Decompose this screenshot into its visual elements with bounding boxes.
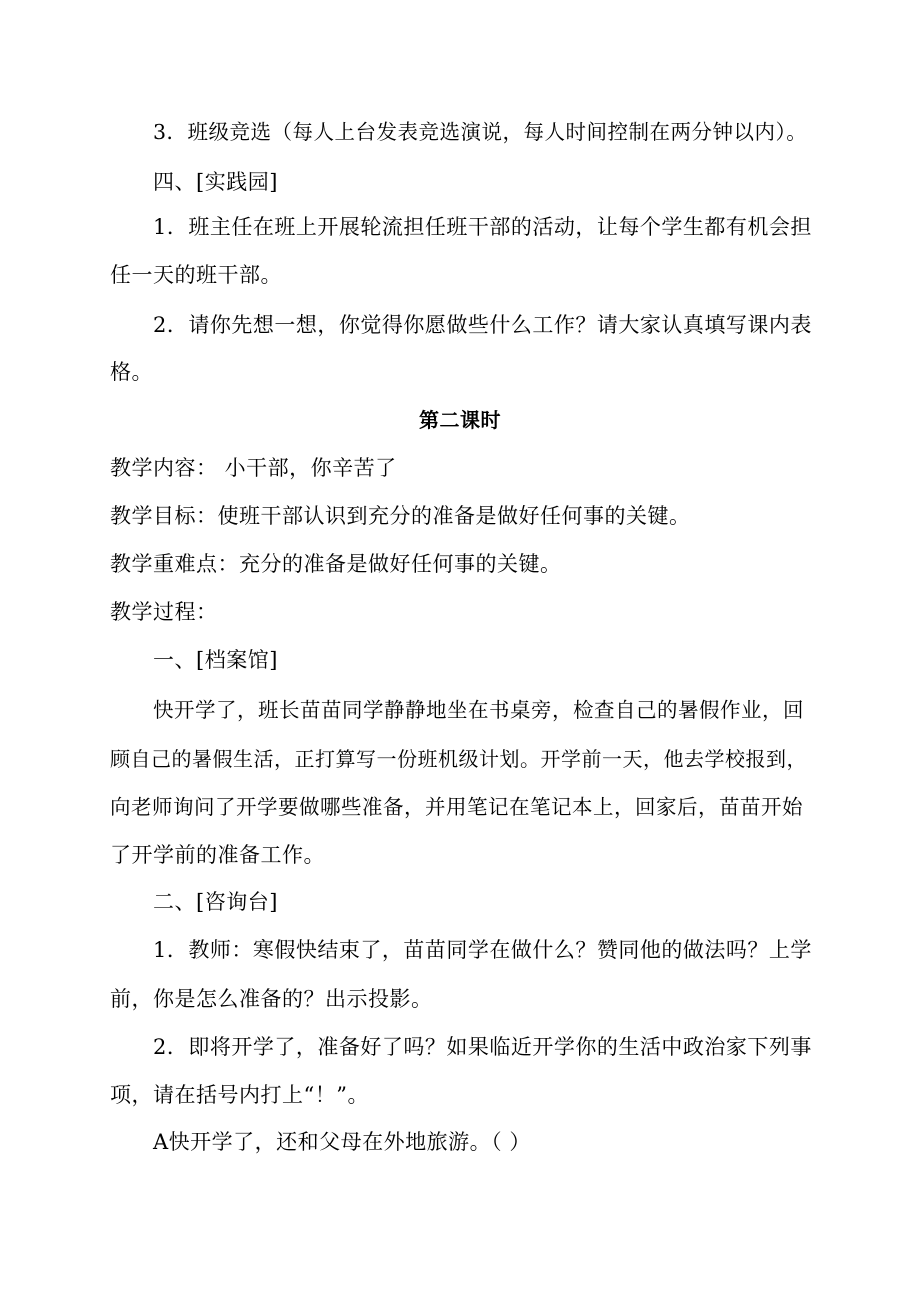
paragraph-line: 快开学了，班长苗苗同学静静地坐在书桌旁，检查自己的暑假作业，回 — [153, 698, 804, 722]
teaching-content: 教学内容： 小干部，你辛苦了 — [110, 456, 397, 480]
paragraph-line: 顾自己的暑假生活，正打算写一份班机级计划。开学前一天，他去学校报到， — [110, 747, 807, 771]
paragraph-line: 3．班级竞选（每人上台发表竞选演说，每人时间控制在两分钟以内）。 — [153, 120, 808, 144]
teaching-key-points: 教学重难点：充分的准备是做好任何事的关键。 — [110, 552, 562, 576]
paragraph-line: 了开学前的准备工作。 — [110, 843, 325, 867]
paragraph-line: 1．班主任在班上开展轮流担任班干部的活动，让每个学生都有机会担 — [153, 215, 812, 239]
section-heading: 一、[档案馆] — [153, 648, 278, 672]
section-heading: 四、[实践园] — [153, 170, 278, 194]
paragraph-line: 1．教师：寒假快结束了，苗苗同学在做什么？赞同他的做法吗？上学 — [153, 938, 812, 962]
teaching-goal: 教学目标：使班干部认识到充分的准备是做好任何事的关键。 — [110, 504, 691, 528]
paragraph-line: 前，你是怎么准备的？出示投影。 — [110, 987, 433, 1011]
lesson-title: 第二课时 — [419, 408, 501, 432]
paragraph-line: 任一天的班干部。 — [110, 263, 282, 287]
teaching-process: 教学过程： — [110, 600, 218, 624]
paragraph-line: 向老师询问了开学要做哪些准备，并用笔记在笔记本上，回家后，苗苗开始 — [110, 795, 803, 819]
section-heading: 二、[咨询台] — [153, 890, 278, 914]
paragraph-line: 2．即将开学了，准备好了吗？如果临近开学你的生活中政治家下列事 — [153, 1035, 812, 1059]
paragraph-line: 格。 — [110, 360, 153, 384]
paragraph-line: 项，请在括号内打上“！”。 — [110, 1083, 369, 1107]
paragraph-line: 2．请你先想一想，你觉得你愿做些什么工作？请大家认真填写课内表 — [153, 313, 812, 337]
option-line: A快开学了，还和父母在外地旅游。（ ） — [153, 1130, 531, 1154]
